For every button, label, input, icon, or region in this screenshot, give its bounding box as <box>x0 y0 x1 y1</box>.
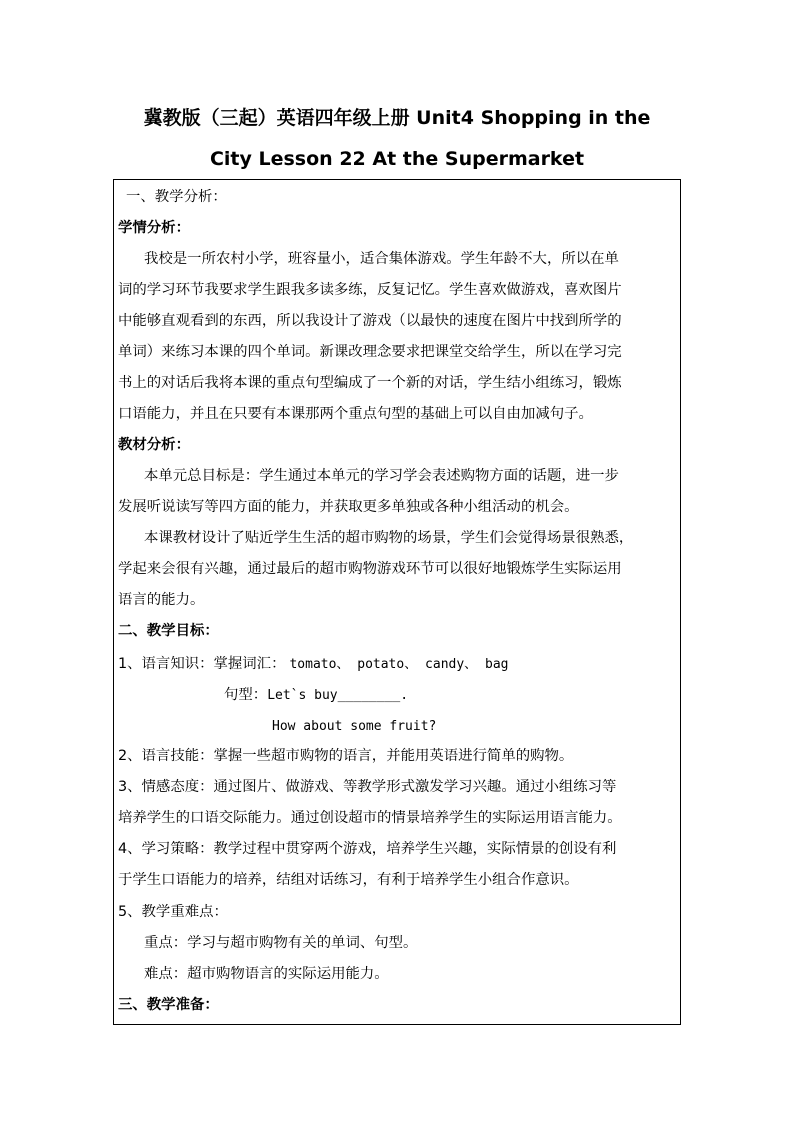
sentence-pattern-2: How about some fruit? <box>272 719 437 734</box>
material-line-1: 本单元总目标是：学生通过本单元的学习学会表述购物方面的话题，进一步 <box>144 468 619 484</box>
sentence-pattern-row <box>224 680 408 711</box>
objective-2: 2、语言技能：掌握一些超市购物的语言，并能用英语进行简单的购物。 <box>118 748 574 764</box>
key-point: 重点：学习与超市购物有关的单词、句型。 <box>144 935 418 951</box>
learner-line-1: 我校是一所农村小学，班容量小，适合集体游戏。学生年龄不大，所以在单 <box>144 251 619 267</box>
material-analysis-heading: 教材分析： <box>118 437 190 453</box>
section-heading-preparation: 三、教学准备： <box>118 997 219 1013</box>
objective-3-line-2: 培养学生的口语交际能力。通过创设超市的情景培养学生的实际运用语言能力。 <box>118 810 622 826</box>
learner-line-4: 单词）来练习本课的四个单词。新课改理念要求把课堂交给学生，所以在学习完 <box>118 344 622 360</box>
document-title-line-1: 冀教版（三起）英语四年级上册 Unit4 Shopping in the <box>143 107 651 129</box>
learner-line-5: 书上的对话后我将本课的重点句型编成了一个新的对话，学生结小组练习，锻炼 <box>118 375 622 391</box>
learner-analysis-heading: 学情分析： <box>118 220 190 236</box>
learner-line-2: 词的学习环节我要求学生跟我多读多练，反复记忆。学生喜欢做游戏，喜欢图片 <box>118 282 622 298</box>
material-line-3: 本课教材设计了贴近学生生活的超市购物的场景，学生们会觉得场景很熟悉， <box>144 530 634 546</box>
vocabulary-words: tomato、 potato、 candy、 bag <box>289 657 509 672</box>
objective-4-line-1: 4、学习策略：教学过程中贯穿两个游戏，培养学生兴趣，实际情景的创设有利 <box>118 841 617 857</box>
objective-1-text: 1、语言知识：掌握词汇： <box>118 656 286 672</box>
section-heading-analysis: 一、教学分析： <box>126 189 227 205</box>
material-line-2: 发展听说读写等四方面的能力，并获取更多单独或各种小组活动的机会。 <box>118 499 579 515</box>
material-line-4: 学起来会很有兴趣，通过最后的超市购物游戏环节可以很好地锻炼学生实际运用 <box>118 561 622 577</box>
objective-1-label <box>118 649 508 680</box>
section-heading-objectives: 二、教学目标： <box>118 623 219 639</box>
objective-3-line-1: 3、情感态度：通过图片、做游戏、等教学形式激发学习兴趣。通过小组练习等 <box>118 779 617 795</box>
objective-5: 5、教学重难点： <box>118 904 228 920</box>
objective-4-line-2: 于学生口语能力的培养，结组对话练习，有利于培养学生小组合作意识。 <box>118 872 579 888</box>
learner-line-3: 中能够直观看到的东西，所以我设计了游戏（以最快的速度在图片中找到所学的 <box>118 313 622 329</box>
learner-line-6: 口语能力，并且在只要有本课那两个重点句型的基础上可以自由加减句子。 <box>118 406 593 422</box>
document-title-line-2: City Lesson 22 At the Supermarket <box>209 148 585 170</box>
sentence-pattern-label: 句型： <box>224 687 268 703</box>
sentence-pattern-1: Let`s buy________. <box>267 688 409 703</box>
material-line-5: 语言的能力。 <box>118 592 205 608</box>
difficult-point: 难点：超市购物语言的实际运用能力。 <box>144 966 389 982</box>
